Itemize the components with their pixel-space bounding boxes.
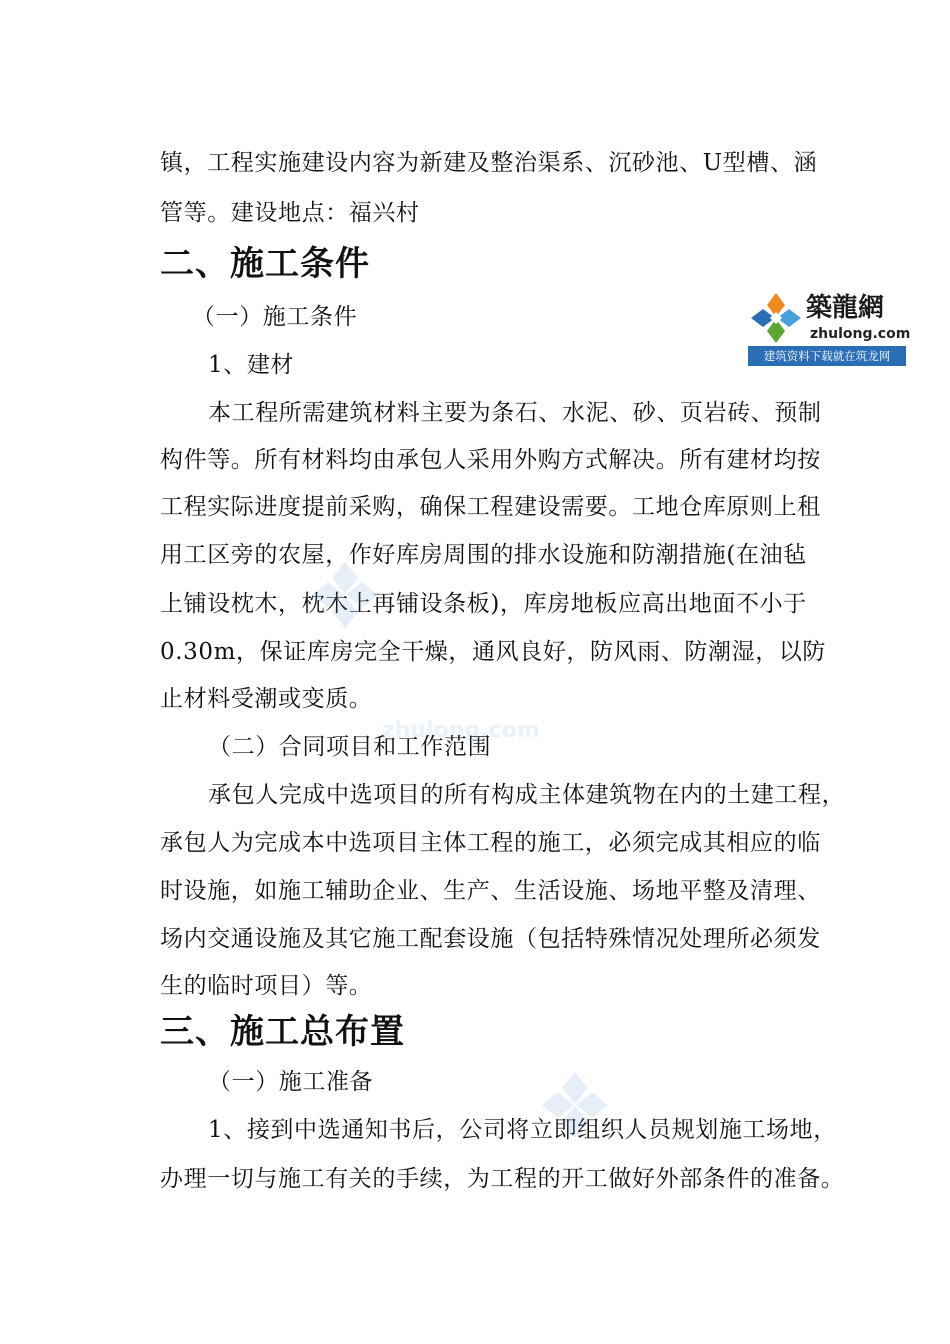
watermark-emblem-icon: [540, 1070, 610, 1140]
paragraph-line: 生的临时项目）等。: [160, 973, 373, 999]
paragraph-line: 办理一切与施工有关的手续，为工程的开工做好外部条件的准备。: [160, 1166, 845, 1192]
zhulong-emblem-icon: [750, 292, 802, 344]
paragraph-line: 场内交通设施及其它施工配套设施（包括特殊情况处理所必须发: [160, 926, 821, 952]
paragraph-line: 本工程所需建筑材料主要为条石、水泥、砂、页岩砖、预制: [208, 400, 822, 426]
paragraph-line: 时设施，如施工辅助企业、生产、生活设施、场地平整及清理、: [160, 878, 821, 904]
paragraph-line: 工程实际进度提前采购，确保工程建设需要。工地仓库原则上租: [160, 494, 821, 520]
item-heading: 1、建材: [208, 352, 295, 378]
paragraph-line: 承包人完成中选项目的所有构成主体建筑物在内的土建工程，: [208, 782, 846, 808]
watermark-emblem-icon: [310, 560, 380, 630]
paragraph-line: 止材料受潮或变质。: [160, 686, 373, 712]
logo-slogan: 建筑资料下载就在筑龙网: [748, 346, 906, 366]
paragraph-line: 上铺设枕木，枕木上再铺设条板)，库房地板应高出地面不小于: [160, 591, 807, 617]
body-line: 管等。建设地点：福兴村: [160, 200, 420, 226]
paragraph-line: 0.30m，保证库房完全干燥，通风良好，防风雨、防潮湿，以防: [160, 639, 827, 665]
paragraph-line: 用工区旁的农屋，作好库房周围的排水设施和防潮措施(在油毡: [160, 542, 807, 568]
logo-name-cn: 築龍網: [806, 293, 885, 323]
zhulong-logo: [748, 290, 911, 368]
paragraph-line: 1、接到中选通知书后，公司将立即组织人员规划施工场地，: [208, 1117, 837, 1143]
body-line: 镇，工程实施建设内容为新建及整治渠系、沉砂池、U型槽、涵: [160, 150, 818, 176]
watermark-text: zhulong.com: [382, 718, 540, 743]
subsection-heading: （一）施工准备: [208, 1069, 374, 1095]
logo-name-en: zhulong.com: [810, 326, 911, 342]
paragraph-line: 承包人为完成本中选项目主体工程的施工，必须完成其相应的临: [160, 830, 821, 856]
section-heading: 三、施工总布置: [160, 1012, 405, 1052]
subsection-heading: （二）合同项目和工作范围: [208, 734, 492, 760]
section-heading: 二、施工条件: [160, 244, 370, 284]
subsection-heading: （一）施工条件: [192, 304, 358, 330]
paragraph-line: 构件等。所有材料均由承包人采用外购方式解决。所有建材均按: [160, 447, 821, 473]
